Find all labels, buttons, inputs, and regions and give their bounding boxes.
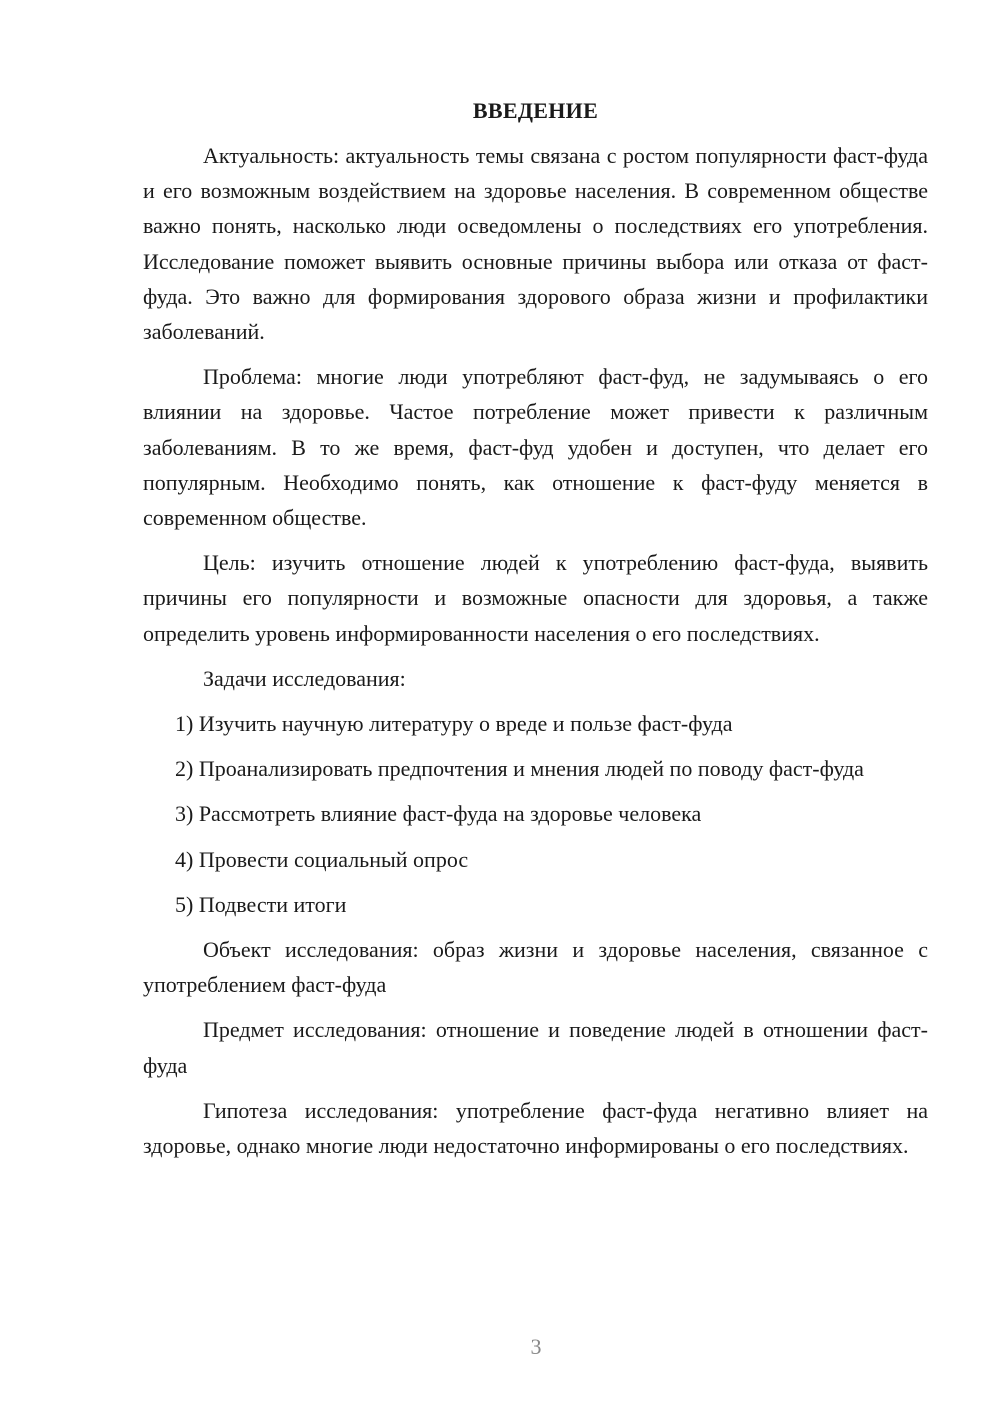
page-number: 3 [530,1334,542,1359]
task-item-5: 5) Подвести итоги [175,891,347,917]
task-item-4: 4) Провести социальный опрос [175,846,469,872]
object-paragraph: Объект исследования: образ жизни и здоровье населения, связанное с употреблением фаст-фуда [143,937,928,998]
subject-paragraph: Предмет исследования: отношение и поведение людей в отношении фаст-фуда [143,1017,928,1078]
goal-paragraph: Цель: изучить отношение людей к употреблению фаст-фуда, выявить причины его популярности и возможные опасности для здоровья, а также определить уровень информированности населения о его последствиях. [143,550,928,646]
task-item-1: 1) Изучить научную литературу о вреде и пользе фаст-фуда [175,711,733,737]
section-heading: ВВЕДЕНИЕ [472,98,599,123]
relevance-paragraph: Актуальность: актуальность темы связана с ростом популярности фаст-фуда и его возможным воздействием на здоровье населения. В современном обществе важно понять, насколько люди осведомлены о последствиях его употребления. Исследование поможет выявить основные причины выбора или отказа от фаст-фуда. Это важно для формирования здорового образа жизни и профилактики заболеваний. [143,143,928,345]
task-item-3: 3) Рассмотреть влияние фаст-фуда на здоровье человека [175,801,702,827]
problem-paragraph: Проблема: многие люди употребляют фаст-фуд, не задумываясь о его влиянии на здоровье. Частое потребление может привести к различным заболеваниям. В то же время, фаст-фуд удобен и доступен, что делает его популярным. Необходимо понять, как отношение к фаст-фуду меняется в современном обществе. [143,364,928,531]
task-item-2: 2) Проанализировать предпочтения и мнения людей по поводу фаст-фуда [175,756,864,782]
page-content [143,93,928,1173]
tasks-title: Задачи исследования: [203,665,406,691]
hypothesis-paragraph: Гипотеза исследования: употребление фаст-фуда негативно влияет на здоровье, однако многие люди недостаточно информированы о его последствиях. [143,1097,928,1159]
